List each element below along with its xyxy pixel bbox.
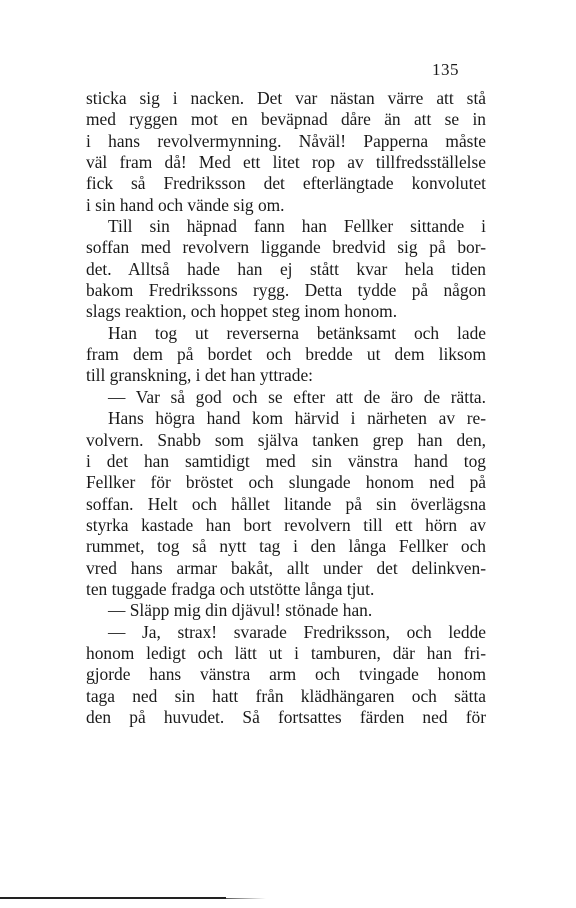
- text-line: fick så Fredriksson det efterlängtade konvolutet: [86, 173, 486, 194]
- text-line: det. Alltså hade han ej stått kvar hela tiden: [86, 258, 486, 279]
- text-line: slags reaktion, och hoppet steg inom honom.: [86, 301, 398, 322]
- bottom-edge-rule: [0, 897, 226, 899]
- text-line: rummet, tog så nytt tag i den långa Fellker och: [86, 536, 486, 557]
- text-line: med ryggen mot en beväpnad dåre än att se in: [86, 109, 486, 130]
- text-line: gjorde hans vänstra arm och tvingade honom: [86, 664, 486, 685]
- text-line: den på huvudet. Så fortsattes färden ned för: [86, 706, 486, 727]
- text-line: taga ned sin hatt från klädhängaren och sätta: [86, 685, 486, 706]
- text-line: honom ledigt och lätt ut i tamburen, där han fri-: [86, 642, 486, 663]
- text-line: styrka kastade han bort revolvern till ett hörn av: [86, 514, 486, 535]
- text-line: Fellker för bröstet och slungade honom ned på: [86, 472, 486, 493]
- text-line: i det han samtidigt med sin vänstra hand tog: [86, 450, 486, 471]
- text-line: ten tuggade fradga och utstötte långa tjut.: [86, 578, 375, 599]
- text-line: Till sin häpnad fann han Fellker sittande i: [108, 216, 486, 237]
- page-number: 135: [432, 60, 459, 79]
- text-line: sticka sig i nacken. Det var nästan värre att stå: [86, 88, 486, 108]
- text-line: fram dem på bordet och bredde ut dem liksom: [86, 344, 486, 365]
- text-line: — Var så god och se efter att de äro de rätta.: [108, 386, 486, 407]
- text-line: i hans revolvermynning. Nåväl! Papperna måste: [86, 130, 486, 151]
- text-line: soffan. Helt och hållet litande på sin överlägsna: [86, 493, 486, 514]
- text-line: — Släpp mig din djävul! stönade han.: [108, 600, 373, 621]
- body-text: [86, 88, 486, 728]
- text-line: i sin hand och vände sig om.: [86, 194, 285, 215]
- text-line: — Ja, strax! svarade Fredriksson, och ledde: [108, 621, 486, 642]
- text-line: soffan med revolvern liggande bredvid sig på bor-: [86, 237, 486, 258]
- text-line: väl fram då! Med ett litet rop av tillfredsställelse: [86, 152, 486, 173]
- text-line: vred hans armar bakåt, allt under det delinkven-: [86, 557, 486, 578]
- text-line: till granskning, i det han yttrade:: [86, 365, 313, 386]
- text-line: bakom Fredrikssons rygg. Detta tydde på någon: [86, 280, 486, 301]
- text-line: Hans högra hand kom härvid i närheten av re-: [108, 408, 486, 429]
- text-line: Han tog ut reverserna betänksamt och lade: [108, 322, 486, 343]
- text-line: volvern. Snabb som själva tanken grep han den,: [86, 429, 486, 450]
- bottom-edge-rule-fade: [226, 898, 266, 899]
